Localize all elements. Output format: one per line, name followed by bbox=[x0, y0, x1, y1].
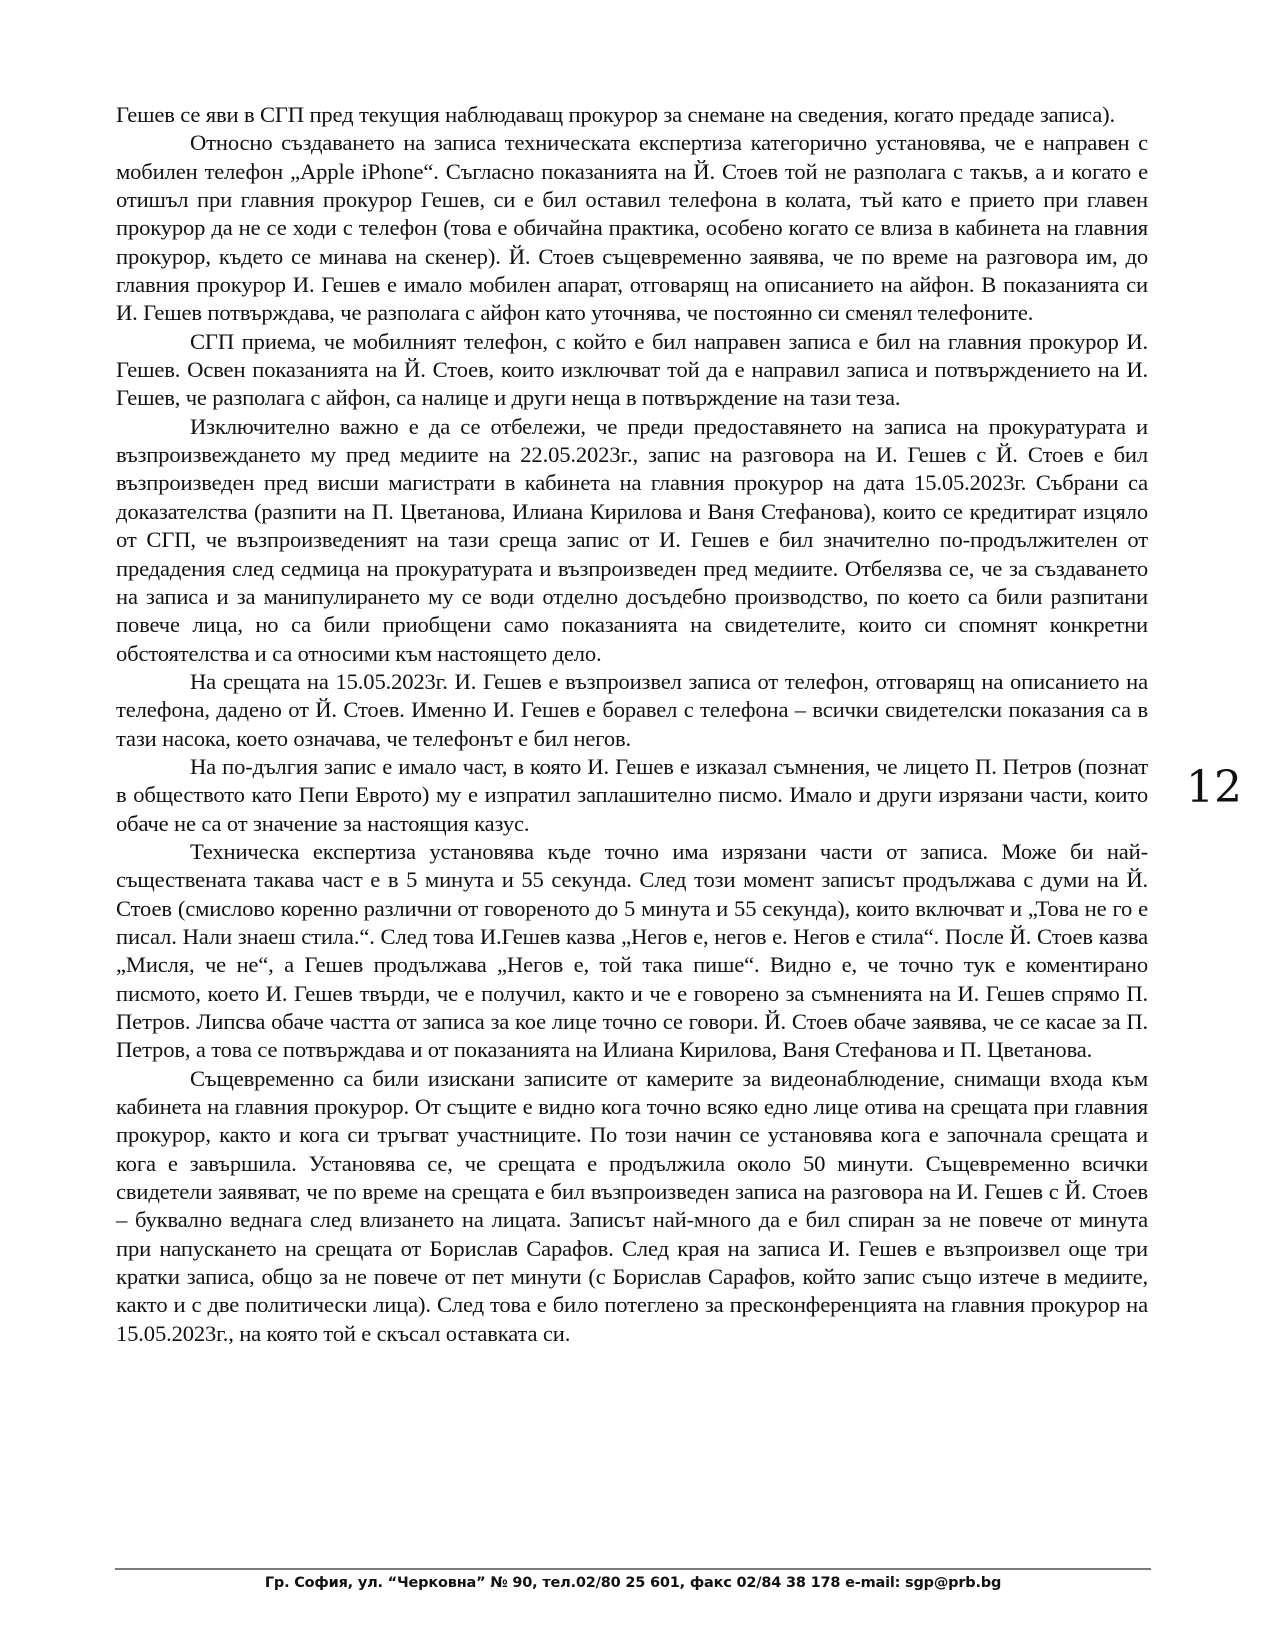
paragraph: На по-дългия запис е имало част, в която И. Гешев е изказал съмнения, че лицето П. Петров (познат в обществото като Пепи Еврото) му е изпратил заплашително писмо. Имало и други изрязани части, които обаче не са от значение за настоящия казус. bbox=[116, 753, 1148, 836]
paragraph: Техническа експертиза установява къде точно има изрязани части от записа. Може би най-съществената такава част е в 5 минута и 55 секунда. След този момент записът продължава с думи на Й. Стоев (смислово коренно различни от говореното до 5 минута и 55 секунда), които включват и „Това не го е писал. Нали знаеш стила.“. След това И.Гешев казва „Негов е, негов е. Негов е стила“. После Й. Стоев казва „Мисля, че не“, а Гешев продължава „Негов е, той така пише“. Видно е, че точно тук е коментирано писмото, което И. Гешев твърди, че е получил, както и че е говорено за съмненията на И. Гешев спрямо П. Петров. Липсва обаче частта от записа за кое лице точно се говори. Й. Стоев обаче заявява, че се касае за П. Петров, а това се потвърждава и от показанията на Илиана Кирилова, Ваня Стефанова и П. Цветанова. bbox=[116, 838, 1148, 1063]
paragraph: Гешев се яви в СГП пред текущия наблюдаващ прокурор за снемане на сведения, когато предаде записа). bbox=[116, 102, 1115, 127]
footer-divider bbox=[115, 1568, 1151, 1570]
footer-contact: Гр. София, ул. “Черковна” № 90, тел.02/80 25 601, факс 02/84 38 178 e-mail: sgp@prb.bg bbox=[264, 1575, 1002, 1591]
page-number: 12 bbox=[1186, 762, 1242, 813]
paragraph: На срещата на 15.05.2023г. И. Гешев е възпроизвел записа от телефон, отговарящ на описанието на телефона, дадено от Й. Стоев. Именно И. Гешев е боравел с телефона – всички свидетелски показания са в тази насока, което означава, че телефонът е бил негов. bbox=[116, 668, 1148, 751]
document-body bbox=[116, 101, 1148, 1348]
paragraph: Относно създаването на записа техническата експертиза категорично установява, че е направен с мобилен телефон „Apple iPhone“. Съгласно показанията на Й. Стоев той не разполага с такъв, а и когато е отишъл при главния прокурор Гешев, си е бил оставил телефона в колата, тъй като е прието при главен прокурор да не се ходи с телефон (това е обичайна практика, особено когато се влиза в кабинета на главния прокурор, където се минава на скенер). Й. Стоев същевременно заявява, че по време на разговора им, до главния прокурор И. Гешев е имало мобилен апарат, отговарящ на описанието на айфон. В показанията си И. Гешев потвърждава, че разполага с айфон като уточнява, че постоянно си сменял телефоните. bbox=[116, 130, 1148, 326]
paragraph: Същевременно са били изискани записите от камерите за видеонаблюдение, снимащи входа към кабинета на главния прокурор. От същите е видно кога точно всяко едно лице отива на срещата при главния прокурор, както и кога си тръгват участниците. По този начин се установява кога е започнала срещата и кога е завършила. Установява се, че срещата е продължила около 50 минути. Същевременно всички свидетели заявяват, че по време на срещата е бил възпроизведен записа на разговора на И. Гешев с Й. Стоев – буквално веднага след влизането на лицата. Записът най-много да е бил спиран за не повече от минута при напускането на срещата от Борислав Сарафов. След края на записа И. Гешев е възпроизвел още три кратки записа, общо за не повече от пет минути (с Борислав Сарафов, който запис също изтече в медиите, както и с две политически лица). След това е било потеглено за пресконференцията на главния прокурор на 15.05.2023г., на която той е скъсал оставката си. bbox=[116, 1065, 1148, 1346]
paragraph: Изключително важно е да се отбележи, че преди предоставянето на записа на прокуратурата и възпроизвеждането му пред медиите на 22.05.2023г., запис на разговора на И. Гешев с Й. Стоев е бил възпроизведен пред висши магистрати в кабинета на главния прокурор на дата 15.05.2023г. Събрани са доказателства (разпити на П. Цветанова, Илиана Кирилова и Ваня Стефанова), които се кредитират изцяло от СГП, че възпроизведеният на тази среща запис от И. Гешев е бил значително по-продължителен от предадения след седмица на прокуратурата и възпроизведен пред медиите. Отбелязва се, че за създаването на записа и за манипулирането му се води отделно досъдебно производство, по което са били разпитани повече лица, но са били приобщени само показанията на свидетелите, които си спомнят конкретни обстоятелства и са относими към настоящето дело. bbox=[116, 413, 1148, 666]
paragraph: СГП приема, че мобилният телефон, с който е бил направен записа е бил на главния прокурор И. Гешев. Освен показанията на Й. Стоев, които изключват той да е направил записа и потвърждението на И. Гешев, че разполага с айфон, са налице и други неща в потвърждение на тази теза. bbox=[116, 328, 1148, 411]
